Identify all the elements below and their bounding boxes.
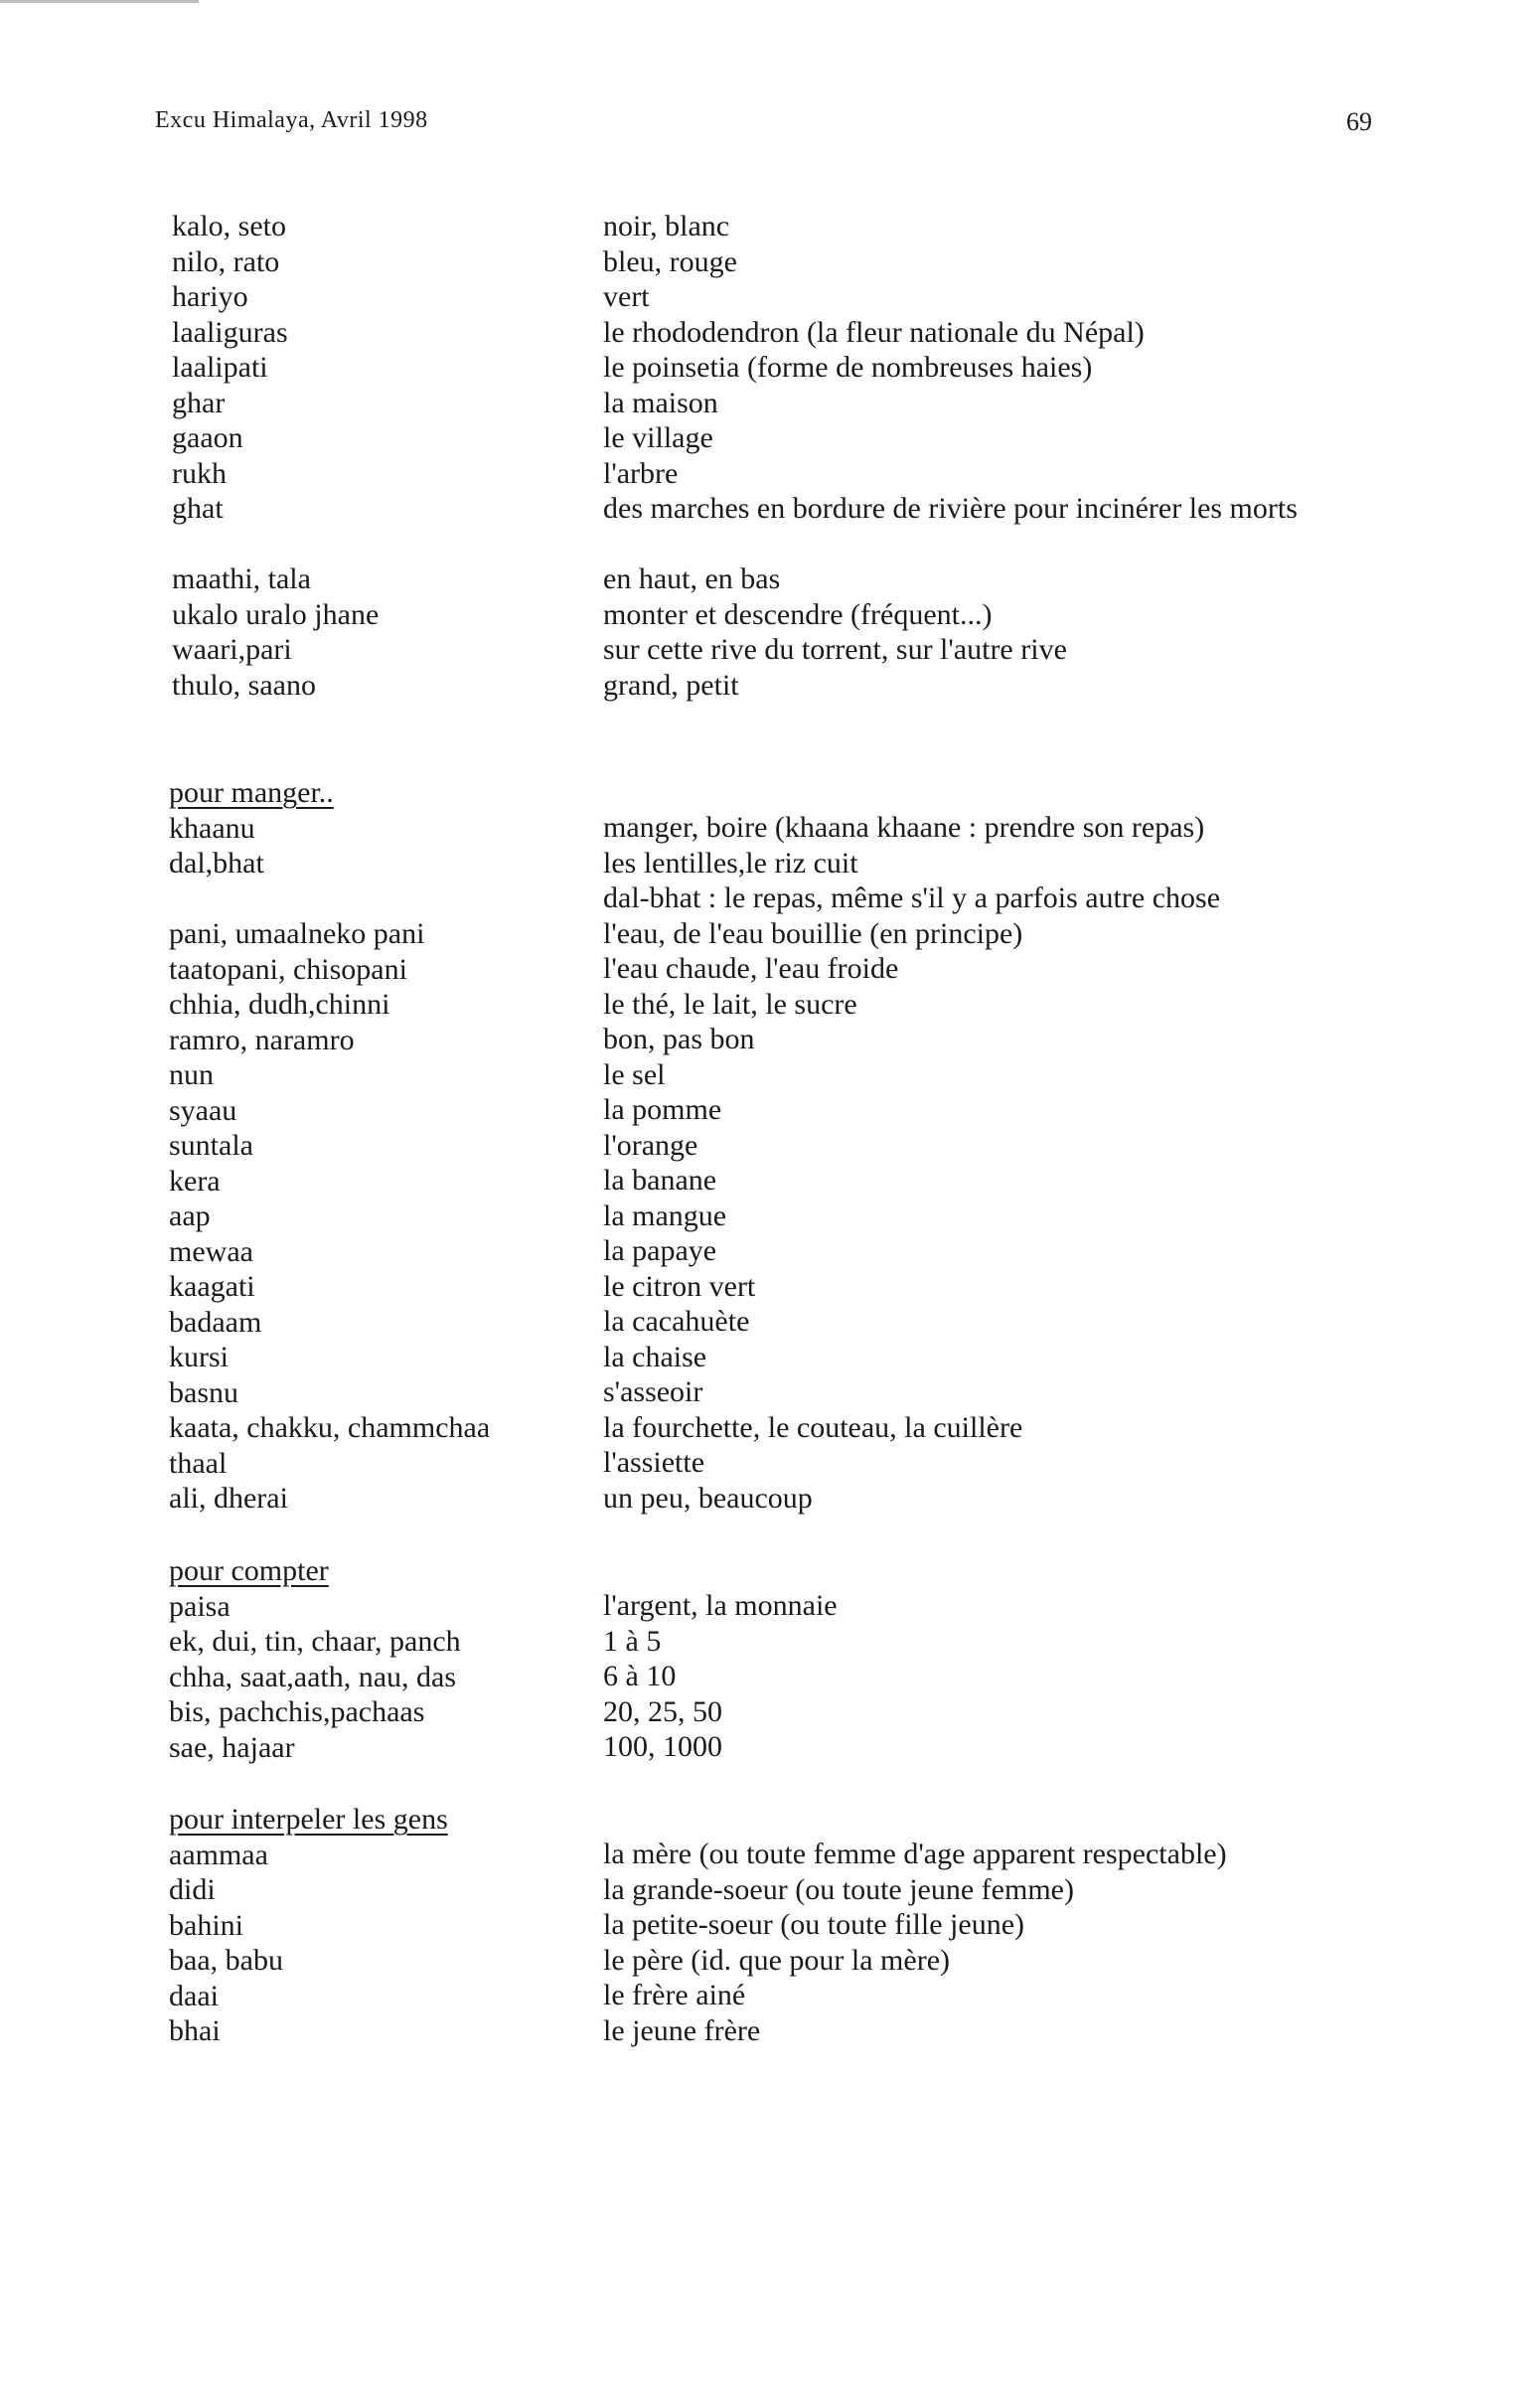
vocab-block-eating-left <box>169 775 490 1517</box>
french-translation: la grande-soeur (ou toute jeune femme) <box>603 1872 1074 1906</box>
french-translation: la fourchette, le couteau, la cuillère <box>603 1410 1023 1444</box>
nepali-term: thaal <box>169 1446 228 1480</box>
nepali-term: waari,pari <box>172 633 292 666</box>
nepali-term: kalo, seto <box>172 210 286 242</box>
french-translation: l'argent, la monnaie <box>603 1589 838 1622</box>
french-translation: 1 à 5 <box>603 1624 662 1658</box>
french-translation: un peu, beaucoup <box>603 1481 813 1515</box>
french-translation: les lentilles,le riz cuit <box>603 846 858 880</box>
french-translation: des marches en bordure de rivière pour incinérer les morts <box>603 492 1298 525</box>
nepali-term: aammaa <box>169 1838 268 1871</box>
nepali-term: sae, hajaar <box>169 1730 295 1764</box>
french-translation: 6 à 10 <box>603 1660 677 1692</box>
nepali-term: pani, umaalneko pani <box>169 917 425 950</box>
french-translation: le thé, le lait, le sucre <box>603 987 857 1021</box>
page-number: 69 <box>1346 107 1372 136</box>
nepali-term: kera <box>169 1164 221 1198</box>
nepali-term: ek, dui, tin, chaar, panch <box>169 1625 461 1658</box>
nepali-term: laalipati <box>172 351 268 384</box>
french-translation: noir, blanc <box>603 210 730 242</box>
french-translation: l'assiette <box>603 1446 705 1479</box>
nepali-term: didi <box>169 1873 216 1906</box>
section-heading-eating: pour manger.. <box>169 776 334 809</box>
scan-edge-line <box>0 0 199 3</box>
nepali-term: bhai <box>169 2014 221 2047</box>
nepali-term: dal,bhat <box>169 847 264 880</box>
french-translation: manger, boire (khaana khaane : prendre son repas) <box>603 811 1205 844</box>
french-translation: 100, 1000 <box>603 1730 722 1763</box>
french-translation: le citron vert <box>603 1269 756 1303</box>
nepali-term: khaanu <box>169 811 255 845</box>
french-translation: le jeune frère <box>603 2013 761 2047</box>
nepali-term: ali, dherai <box>169 1482 288 1515</box>
french-translation: la mangue <box>603 1199 727 1232</box>
vocab-block-colors-right <box>603 209 1298 527</box>
french-translation: en haut, en bas <box>603 562 781 595</box>
vocab-block-eating-right <box>603 810 1220 1516</box>
vocab-block-colors-left <box>172 209 288 527</box>
section-heading-counting: pour compter <box>169 1554 329 1587</box>
french-translation: la banane <box>603 1164 717 1197</box>
french-translation: la pomme <box>603 1093 722 1126</box>
nepali-term: suntala <box>169 1129 253 1162</box>
nepali-term: paisa <box>169 1589 231 1623</box>
nepali-term: bahini <box>169 1908 243 1942</box>
nepali-term: syaau <box>169 1093 237 1127</box>
nepali-term: gaaon <box>172 421 243 454</box>
french-translation: bon, pas bon <box>603 1023 755 1055</box>
nepali-term: basnu <box>169 1375 238 1409</box>
nepali-term: mewaa <box>169 1234 253 1268</box>
nepali-term: taatopani, chisopani <box>169 952 407 986</box>
nepali-term: aap <box>169 1200 211 1232</box>
nepali-term: chha, saat,aath, nau, das <box>169 1660 457 1693</box>
french-translation: dal-bhat : le repas, même s'il y a parfois autre chose <box>603 881 1221 914</box>
french-translation: le poinsetia (forme de nombreuses haies) <box>603 351 1093 384</box>
french-translation: le rhododendron (la fleur nationale du Népal) <box>603 315 1145 349</box>
nepali-term: nun <box>169 1058 214 1091</box>
nepali-term: ukalo uralo jhane <box>172 597 380 631</box>
french-translation: la chaise <box>603 1340 707 1373</box>
nepali-term: kaata, chakku, chammchaa <box>169 1411 491 1444</box>
nepali-term: badaam <box>169 1305 262 1339</box>
nepali-term: chhia, dudh,chinni <box>169 988 390 1021</box>
section-heading-people: pour interpeler les gens <box>169 1803 448 1836</box>
french-translation: grand, petit <box>603 668 739 702</box>
nepali-term: ramro, naramro <box>169 1023 355 1056</box>
nepali-term: bis, pachchis,pachaas <box>169 1695 425 1728</box>
french-translation: le père (id. que pour la mère) <box>603 1943 950 1977</box>
french-translation: la cacahuète <box>603 1305 750 1338</box>
french-translation: le frère ainé <box>603 1979 746 2011</box>
french-translation: le village <box>603 421 713 454</box>
nepali-term: daai <box>169 1979 219 2012</box>
vocab-block-people-left <box>169 1802 448 2049</box>
running-head: Excu Himalaya, Avril 1998 <box>155 107 428 133</box>
nepali-term: ghat <box>172 492 224 525</box>
vocab-block-counting-right <box>603 1588 838 1765</box>
vocab-block-directions-right <box>603 561 1067 703</box>
french-translation: la maison <box>603 386 718 419</box>
french-translation: monter et descendre (fréquent...) <box>603 597 993 631</box>
french-translation: l'orange <box>603 1128 698 1162</box>
french-translation: l'eau, de l'eau bouillie (en principe) <box>603 916 1023 950</box>
nepali-term: baa, babu <box>169 1944 283 1977</box>
nepali-term: maathi, tala <box>172 562 311 595</box>
nepali-term: nilo, rato <box>172 244 280 278</box>
french-translation: le sel <box>603 1057 666 1091</box>
french-translation: la papaye <box>603 1234 717 1267</box>
french-translation: la petite-soeur (ou toute fille jeune) <box>603 1908 1024 1941</box>
vocab-block-counting-left <box>169 1553 461 1765</box>
vocab-block-people-right <box>603 1837 1227 2048</box>
nepali-term-blank <box>169 881 490 917</box>
french-translation: s'asseoir <box>603 1375 703 1408</box>
french-translation: 20, 25, 50 <box>603 1694 722 1728</box>
french-translation: bleu, rouge <box>603 244 737 278</box>
nepali-term: kursi <box>169 1341 229 1373</box>
french-translation: l'eau chaude, l'eau froide <box>603 952 899 985</box>
nepali-term: hariyo <box>172 280 248 313</box>
nepali-term: rukh <box>172 456 227 490</box>
vocab-block-directions-left <box>172 561 379 703</box>
french-translation: l'arbre <box>603 456 679 490</box>
nepali-term: laaliguras <box>172 315 288 349</box>
nepali-term: ghar <box>172 386 226 419</box>
french-translation: vert <box>603 280 650 313</box>
nepali-term: kaagati <box>169 1270 255 1303</box>
french-translation: la mère (ou toute femme d'age apparent respectable) <box>603 1838 1227 1870</box>
french-translation: sur cette rive du torrent, sur l'autre rive <box>603 633 1067 666</box>
nepali-term: thulo, saano <box>172 668 316 702</box>
